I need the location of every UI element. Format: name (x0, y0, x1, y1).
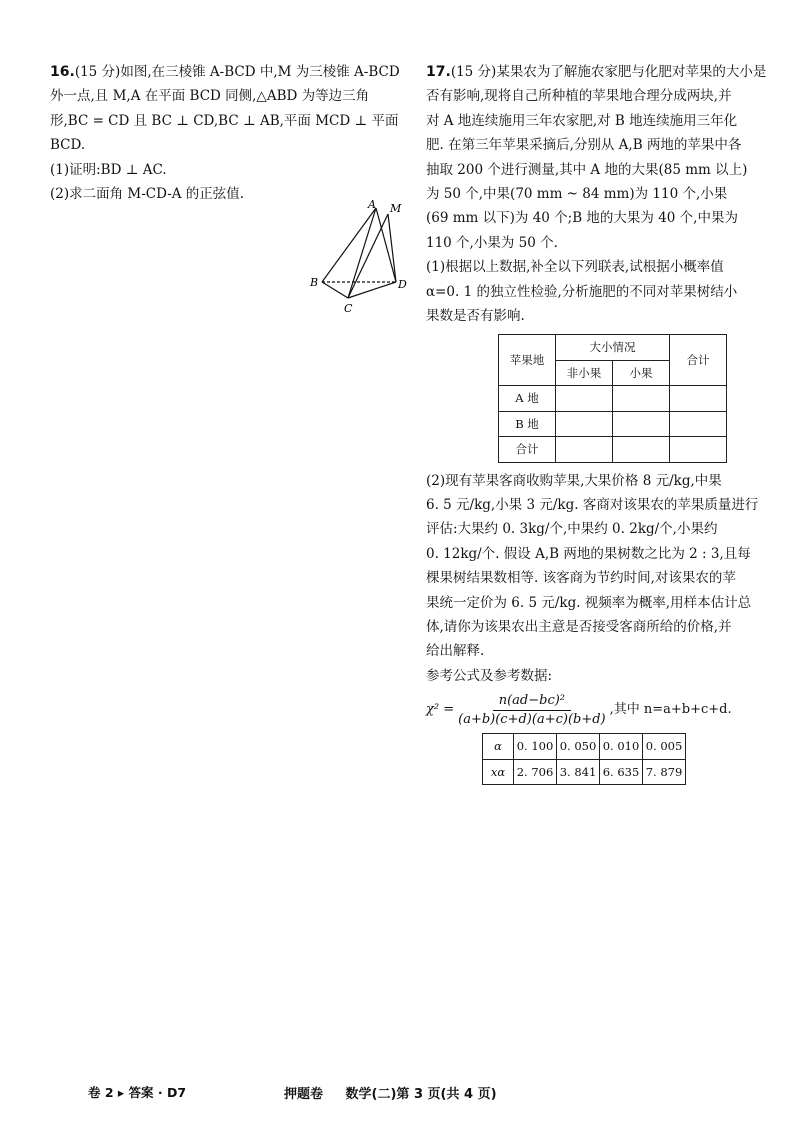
q16-part-1: (1)证明:BD ⊥ AC. (50, 161, 167, 178)
q17-part-2-line-3: 评估:大果约 0. 3kg/个,中果约 0. 2kg/个,小果约 (426, 521, 718, 538)
x-alpha-label: xα (483, 759, 514, 784)
formula-lhs: χ² = (426, 702, 455, 718)
formula-numerator: n(ad−bc)² (493, 692, 571, 711)
table-row (499, 437, 727, 462)
page-footer (0, 1083, 800, 1107)
label-b: B (310, 276, 319, 289)
q16-line-4: BCD. (50, 137, 86, 154)
th-size: 大小情况 (556, 335, 670, 360)
q17-line-8: 110 个,小果为 50 个. (426, 234, 558, 251)
reference-heading: 参考公式及参考数据: (426, 667, 553, 684)
th-nonsmall: 非小果 (556, 360, 613, 385)
th-field: 苹果地 (499, 335, 556, 386)
footer-page-info: 数学(二)第 3 页(共 4 页) (345, 1087, 497, 1102)
pyramid-figure (308, 200, 418, 320)
label-c: C (344, 302, 353, 315)
q17-part-2-line-8: 给出解释. (426, 643, 485, 660)
q17-part-2-line-6: 果统一定价为 6. 5 元/kg. 视频率为概率,用样本估计总 (426, 594, 752, 611)
label-a: A (368, 200, 376, 211)
q17-part-1-line-1: (1)根据以上数据,补全以下列联表,试根据小概率值 (426, 259, 724, 276)
critical-value-table (482, 733, 686, 785)
table-row (499, 411, 727, 436)
row-label-total: 合计 (499, 437, 556, 462)
alpha-value: 0. 005 (643, 734, 686, 759)
q17-line-1: 17.(15 分)某果农为了解施农家肥与化肥对苹果的大小是 (426, 64, 767, 80)
row-label-a: A 地 (499, 386, 556, 411)
formula-tail: ,其中 n=a+b+c+d. (609, 702, 732, 718)
table-row (483, 734, 686, 759)
edge-ba (322, 208, 376, 282)
critical-value: 6. 635 (600, 759, 643, 784)
table-row (499, 386, 727, 411)
table-row (483, 759, 686, 784)
th-small: 小果 (613, 360, 670, 385)
alpha-value: 0. 100 (514, 734, 557, 759)
label-m: M (390, 202, 402, 215)
q17-part-2-line-7: 体,请你为该果农出主意是否接受客商所给的价格,并 (426, 618, 732, 635)
edge-mc (348, 214, 388, 298)
footer-paper-name: 押题卷 (284, 1087, 324, 1102)
q17-line-3: 对 A 地连续施用三年农家肥,对 B 地连续施用三年化 (426, 112, 738, 129)
critical-value: 2. 706 (514, 759, 557, 784)
edge-ac (348, 208, 376, 298)
q17-line-4: 肥. 在第三年苹果采摘后,分别从 A,B 两地的苹果中各 (426, 137, 742, 154)
q17-part-2-line-1: (2)现有苹果客商收购苹果,大果价格 8 元/kg,中果 (426, 472, 722, 489)
q17-part-2-line-2: 6. 5 元/kg,小果 3 元/kg. 客商对该果农的苹果质量进行 (426, 496, 759, 513)
edge-cd (348, 282, 396, 298)
formula-fraction (456, 692, 608, 729)
edge-bc (322, 282, 348, 298)
q17-part-1-line-2: α=0. 1 的独立性检验,分析施肥的不同对苹果树结小 (426, 283, 738, 300)
q17-line-2: 否有影响,现将自己所种植的苹果地合理分成两块,并 (426, 88, 732, 105)
q16-line-1: 16.(15 分)如图,在三棱锥 A-BCD 中,M 为三棱锥 A-BCD (50, 64, 400, 80)
q17-line-7: (69 mm 以下)为 40 个;B 地的大果为 40 个,中果为 (426, 210, 738, 227)
q16-part-2: (2)求二面角 M-CD-A 的正弦值. (50, 186, 245, 203)
q17-part-2-line-5: 棵果树结果数相等. 该客商为节约时间,对该果农的苹 (426, 570, 736, 587)
chi-square-formula (426, 692, 774, 729)
alpha-value: 0. 010 (600, 734, 643, 759)
row-label-b: B 地 (499, 411, 556, 436)
q16-line-2: 外一点,且 M,A 在平面 BCD 同侧,△ABD 为等边三角 (50, 88, 370, 105)
q17-part-1-line-3: 果数是否有影响. (426, 308, 525, 325)
contingency-table (498, 334, 727, 462)
th-total: 合计 (670, 335, 727, 386)
q17-line-5: 抽取 200 个进行测量,其中 A 地的大果(85 mm 以上) (426, 161, 748, 178)
question-16 (50, 60, 406, 206)
q16-line-3: 形,BC = CD 且 BC ⊥ CD,BC ⊥ AB,平面 MCD ⊥ 平面 (50, 112, 399, 129)
question-17 (426, 60, 774, 785)
edge-md (388, 214, 396, 282)
alpha-label: α (483, 734, 514, 759)
alpha-value: 0. 050 (557, 734, 600, 759)
label-d: D (398, 278, 407, 291)
formula-denominator: (a+b)(c+d)(a+c)(b+d) (458, 712, 606, 728)
critical-value: 7. 879 (643, 759, 686, 784)
q17-part-2-line-4: 0. 12kg/个. 假设 A,B 两地的果树数之比为 2 : 3,且每 (426, 545, 751, 562)
q17-line-6: 为 50 个,中果(70 mm ~ 84 mm)为 110 个,小果 (426, 186, 728, 203)
q16-number: 16. (50, 64, 75, 80)
footer-answer-tag: 卷 2 ▸ 答案 · D7 (88, 1085, 187, 1100)
footer-title (284, 1083, 515, 1102)
q17-number: 17. (426, 64, 451, 80)
critical-value: 3. 841 (557, 759, 600, 784)
